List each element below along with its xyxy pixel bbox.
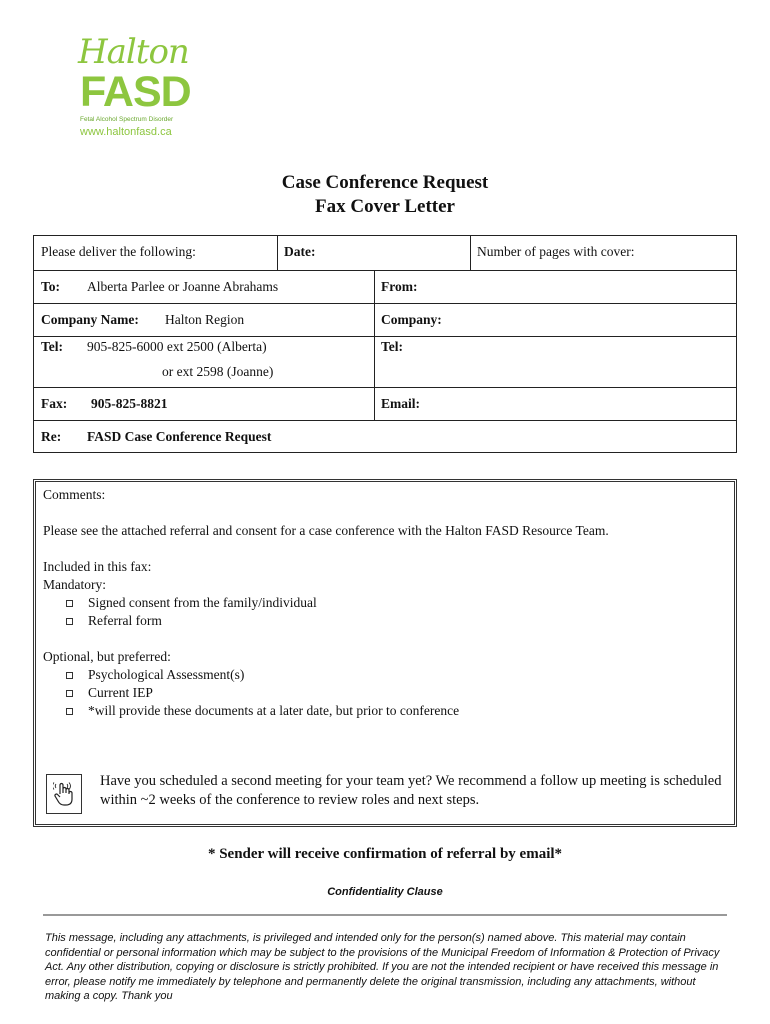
row-deliver [34,236,736,271]
fax-label: Fax: [41,396,68,411]
divider [43,914,727,916]
mandatory-heading: Mandatory: [43,577,106,592]
confirmation-notice: * Sender will receive confirmation of referral by email* [207,846,563,862]
row-to [34,271,736,304]
to-label: To: [41,279,61,294]
date-label: Date: [284,244,316,259]
from-field[interactable]: From: [381,279,418,294]
checkbox-later[interactable] [66,708,73,715]
tel-label: Tel: [41,339,64,354]
document-subtitle: Fax Cover Letter [315,196,455,217]
hand-icon [46,774,82,814]
to-value: Alberta Parlee or Joanne Abrahams [87,279,279,294]
company-field[interactable]: Company: [381,312,442,327]
optional-item-later: *will provide these documents at a later date, but prior to conference [88,703,460,718]
follow-up-note: Have you scheduled a second meeting for your team yet? We recommend a follow up meeting is scheduled within ~2 weeks of the conference to review roles and next steps. [100,773,722,808]
optional-heading: Optional, but preferred: [43,649,171,664]
tel-value-2: or ext 2598 (Joanne) [162,364,274,379]
comments-heading: Comments: [43,487,106,502]
confidentiality-heading: Confidentiality Clause [327,886,443,898]
row-company [34,304,736,337]
checkbox-iep[interactable] [66,690,73,697]
logo-tagline: Fetal Alcohol Spectrum Disorder [80,116,174,123]
company-name-label: Company Name: [41,312,139,327]
row-tel [34,337,736,388]
checkbox-referral[interactable] [66,618,73,625]
logo-fasd-text: FASD [80,68,191,116]
optional-item-psych: Psychological Assessment(s) [88,667,245,682]
deliver-label: Please deliver the following: [41,244,196,259]
comments-box [33,479,737,827]
company-name-value: Halton Region [165,312,245,327]
fax-info-table [33,235,737,453]
tel-right-field[interactable]: Tel: [381,339,404,354]
pages-field[interactable] [470,236,736,270]
optional-item-iep: Current IEP [88,685,153,700]
checkbox-psych[interactable] [66,672,73,679]
row-fax [34,388,736,421]
logo-script-text: Halton [78,32,189,72]
mandatory-item-referral: Referral form [88,613,162,628]
re-value: FASD Case Conference Request [87,429,272,444]
row-re [34,421,736,452]
email-field[interactable]: Email: [381,396,420,411]
comments-intro: Please see the attached referral and consent for a case conference with the Halton FASD Resource Team. [43,523,609,538]
mandatory-item-consent: Signed consent from the family/individual [88,595,317,610]
confidentiality-text: This message, including any attachments, is privileged and intended only for the person(s) named above. This material may contain confidential or personal information which may be subject to the provisions of the Municipal Freedom of Information & Protection of Privacy Act. Any other distribution, copying or disclosure is strictly prohibited. If you are not the intended recipient or have received this message in error, please notify me immediately by telephone and permanently delete the original transmission, including any attachments, without making a copy. Thank you [45,932,720,1002]
included-heading: Included in this fax: [43,559,152,574]
checkbox-consent[interactable] [66,600,73,607]
document-title: Case Conference Request [281,172,489,193]
re-label: Re: [41,429,62,444]
fax-value: 905-825-8821 [91,396,168,411]
logo-url: www.haltonfasd.ca [80,126,172,138]
halton-fasd-logo [78,32,198,137]
date-field[interactable] [277,236,470,270]
pages-label: Number of pages with cover: [477,244,635,259]
tel-value-1: 905-825-6000 ext 2500 (Alberta) [87,339,267,354]
